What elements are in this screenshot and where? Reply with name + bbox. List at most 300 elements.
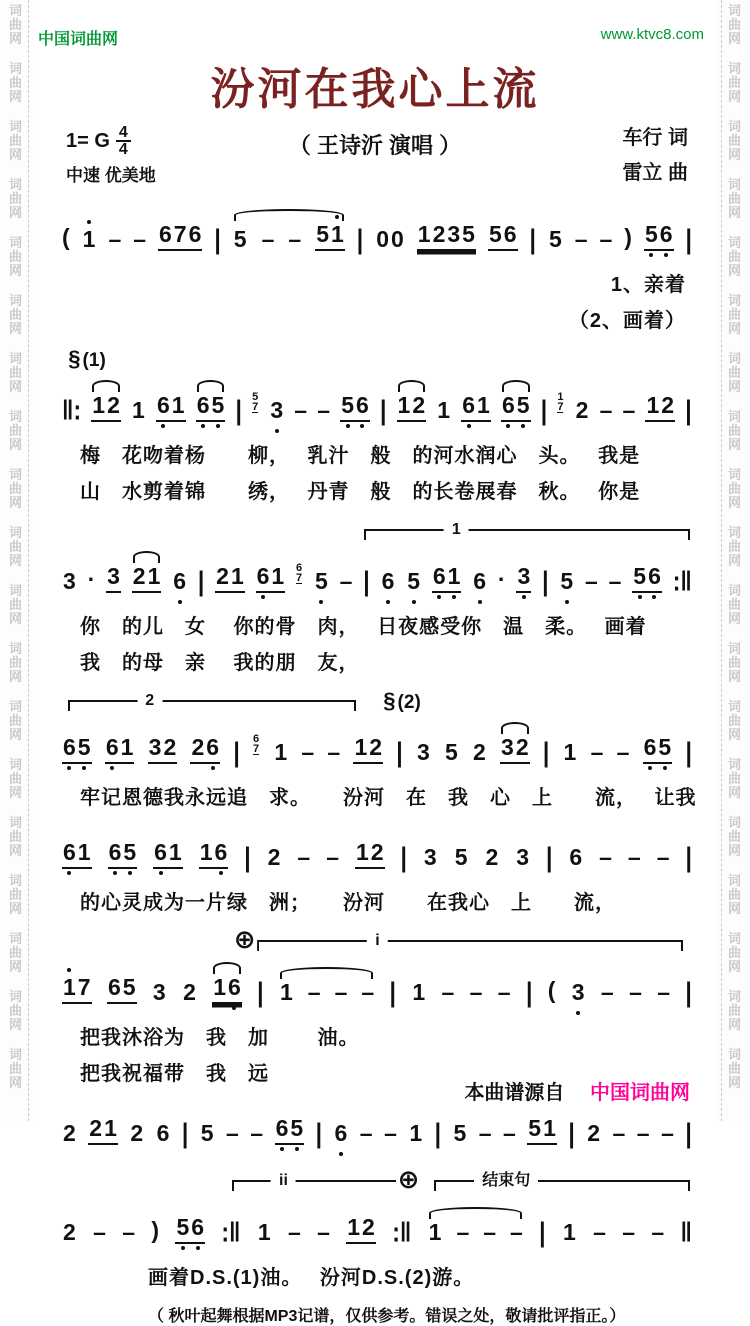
note-token [172,570,187,593]
note-digit: 5 [644,221,658,247]
note-token [408,1122,423,1145]
watermark-char: 曲 [727,249,741,264]
barline: | [568,1117,575,1149]
duration-dash: – [326,844,339,870]
slur-arc [500,736,530,764]
watermark-char: 曲 [8,945,22,960]
note-digit: 1 [428,1219,442,1245]
notation-row [62,376,692,432]
right-watermark-border [721,0,747,1121]
note-digit: 6 [462,392,476,418]
watermark-char: 词 [727,409,741,424]
barline: | [540,394,548,426]
note-digit: 5 [341,392,354,418]
eighth-note-group [340,394,370,422]
note-token [444,741,459,764]
site-name-link[interactable]: 中国词曲网 [38,31,119,48]
end-repeat-barline: :‖ [672,565,692,597]
watermark-char: 网 [727,1017,741,1032]
watermark-char: 曲 [8,713,22,728]
note-digit: 6 [659,221,673,247]
end-repeat-barline: :‖ [221,1216,241,1248]
eighth-note-group [156,394,186,422]
notation-row [62,1099,692,1155]
grace-note-upper: 1 [557,391,564,403]
note-token [62,1122,77,1145]
eighth-note-group [108,841,138,869]
duration-dash: – [503,1120,516,1146]
eighth-note-group [432,565,462,593]
eighth-note-group [644,223,674,251]
note-digit: 0 [390,226,404,252]
watermark-char: 曲 [727,423,741,438]
segno-icon: § [68,346,81,371]
note-digit: 2 [191,734,205,760]
watermark-char: 曲 [8,17,22,32]
eighth-note-group [62,976,92,1004]
grace-note-lower: 7 [557,401,564,413]
note-digit: 1 [417,221,431,247]
note-digit: 5 [233,226,247,252]
watermark-char: 曲 [8,75,22,90]
watermark-char: 曲 [8,597,22,612]
note-token [152,981,167,1004]
duration-dash: – [636,1120,650,1146]
duration-dash: – [469,979,483,1005]
note-digit: 5 [200,1120,214,1146]
watermark-char: 曲 [727,655,741,670]
music-system [62,1099,692,1155]
duration-dash: – [287,1219,301,1245]
note-digit: 1 [104,1115,117,1141]
grace-notes [557,392,563,413]
eighth-note-group [645,394,675,422]
note-digit: 1 [562,1219,576,1245]
note-digit: 6 [188,221,202,247]
lyric-line: 1、亲着 [610,274,686,296]
note-digit: 1 [82,226,96,252]
note-digit: 6 [206,734,220,760]
note-digit: 6 [63,839,76,865]
volta-bracket [68,692,356,711]
duration-dash: – [574,226,588,252]
note-token [562,1221,577,1244]
volta-bracket [232,1172,412,1191]
volta-bracket [434,1172,690,1191]
grace-notes [253,734,259,755]
segno-mark [383,688,420,714]
credits-block [622,121,688,191]
watermark-char: 网 [727,437,741,452]
watermark-char: 词 [8,583,22,598]
watermark-char: 词 [8,61,22,76]
note-digit: 1 [274,739,288,765]
duration-dash: – [627,844,641,870]
watermark-char: 词 [8,351,22,366]
music-system [62,688,697,810]
watermark-char: 网 [727,495,741,510]
note-digit: 3 [423,844,437,870]
watermark-char: 曲 [727,307,741,322]
note-token [200,1122,215,1145]
note-digit: 3 [152,979,166,1005]
footer-credit-prefix: 本曲谱源自 [464,1082,565,1104]
system-marks-row [62,346,692,376]
slur-arc [501,394,531,422]
note-digit: 6 [432,563,446,589]
watermark-char: 词 [8,873,22,888]
note-digit: 3 [107,563,120,589]
watermark-char: 网 [727,553,741,568]
watermark-char: 网 [8,553,22,568]
note-digit: 6 [156,1120,170,1146]
note-token [568,846,583,869]
eighth-note-group [175,1216,205,1244]
watermark-char: 词 [727,351,741,366]
eighth-note-group [158,223,202,251]
note-digit: 6 [105,734,119,760]
watermark-char: 词 [8,757,22,772]
notation-row [62,823,692,879]
watermark-char: 词 [8,293,22,308]
time-signature-numerator: 4 [116,125,131,142]
watermark-char: 曲 [8,655,22,670]
duration-dash: – [656,844,670,870]
note-digit: 1 [646,392,660,418]
duration-dash: – [359,1120,373,1146]
note-digit: 1 [447,563,461,589]
note-digit: 1 [543,1115,556,1141]
end-repeat-barline: :‖ [392,1216,412,1248]
note-digit: 6 [643,734,657,760]
watermark-char: 网 [727,263,741,278]
note-token [267,846,282,869]
barline: | [542,736,550,768]
note-digit: 3 [517,563,531,589]
lyric-line: 的心灵成为一片绿 洲； 汾河 在我心 上 流， [80,892,616,914]
duration-dash: – [616,739,630,765]
barline: | [685,394,692,426]
eighth-note-group [62,841,92,869]
watermark-char: 曲 [727,1003,741,1018]
duration-dash: – [297,844,311,870]
lyricist-credit: 车行 词 [622,127,688,149]
duration-dash: – [483,1219,497,1245]
grace-note-lower: 7 [296,572,303,584]
watermark-char: 词 [727,989,741,1004]
slur-arc [279,981,374,1004]
watermark-char: 网 [8,379,22,394]
watermark-char: 词 [727,757,741,772]
note-digit: 3 [270,397,284,423]
note-digit: 2 [163,734,177,760]
grace-notes [296,563,302,584]
volta-bracket [257,932,683,951]
volta-label: 结束句 [474,1171,538,1191]
music-system [62,517,692,675]
note-token [436,399,451,422]
note-token [233,228,248,251]
watermark-char: 网 [8,843,22,858]
note-digit: 3 [571,979,585,1005]
footer-credit-line [464,1076,690,1105]
volta-label: 2 [137,691,162,711]
system-marks-row [62,517,692,547]
note-token [62,1221,77,1244]
watermark-char: 网 [8,1075,22,1090]
barline: | [529,223,536,255]
duration-dash: – [622,1219,636,1245]
note-digit: 5 [633,563,647,589]
watermark-char: 词 [727,293,741,308]
eighth-note-group [643,736,673,764]
note-digit: 6 [191,1214,205,1240]
note-digit: 1 [279,979,293,1005]
duration-dash: – [456,1219,470,1245]
eighth-note-group [353,736,383,764]
note-digit: 6 [196,392,210,418]
duration-dash: – [294,397,308,423]
note-digit: 5 [123,839,137,865]
duration-dash: – [657,979,671,1005]
score [62,205,697,1290]
watermark-char: 网 [727,959,741,974]
watermark-char: 网 [8,727,22,742]
volta-label: ii [271,1171,296,1191]
barline: | [539,1216,546,1248]
watermark-char: 曲 [8,829,22,844]
barline: | [685,223,692,255]
eighth-note-group [106,565,121,593]
slur-arc [212,976,242,1004]
watermark-char: 网 [727,611,741,626]
segno-label: (1) [82,350,106,371]
watermark-char: 网 [8,901,22,916]
watermark-char: 词 [727,467,741,482]
note-digit: 2 [183,979,196,1005]
note-digit: 1 [63,974,76,1000]
note-digit: 1 [437,397,451,423]
note-digit: 5 [444,739,458,765]
barline: | [244,841,251,873]
watermark-char: 曲 [727,597,741,612]
lyric-line: 把我沐浴为 我 加 油。 [80,1027,360,1049]
duration-dash: – [384,1120,397,1146]
eighth-note-group [105,736,135,764]
system-marks-row [62,688,692,718]
watermark-char: 曲 [8,481,22,496]
watermark-char: 词 [727,931,741,946]
watermark-char: 曲 [8,133,22,148]
note-token [131,399,146,422]
note-token [182,981,197,1004]
barline: | [181,1117,189,1149]
note-digit: 5 [211,392,225,418]
duration-dash: – [622,397,636,423]
barline: | [685,736,692,768]
watermark-char: 曲 [727,1061,741,1076]
eighth-note-group [355,841,385,869]
duration-dash: – [599,226,613,252]
site-url-link[interactable]: www.ktvc8.com [600,26,704,43]
eighth-note-group [397,394,427,422]
note-token [472,570,487,593]
lyric-line: 牢记恩德我永远追 求。 汾河 在 我 心 上 流， 让我 [80,787,697,809]
slur-arc [91,394,121,422]
barline: | [545,841,553,873]
watermark-char: 曲 [8,1003,22,1018]
watermark-char: 词 [727,525,741,540]
note-digit: 3 [63,568,76,594]
watermark-char: 词 [8,3,22,18]
note-token [273,741,288,764]
note-digit: 6 [214,839,228,865]
note-digit: 5 [454,844,468,870]
note-digit: 1 [199,839,213,865]
duration-dash: – [301,739,315,765]
watermark-char: 网 [8,959,22,974]
tempo-marking: 中速 优美地 [66,166,156,185]
note-digit: 5 [488,221,502,247]
grace-note-upper: 6 [252,733,260,745]
watermark-char: 词 [8,989,22,1004]
music-system [62,346,692,504]
sheet-content [34,0,716,1325]
sixteenth-note-group [212,976,242,1004]
note-token [375,228,405,251]
barline: | [214,223,221,255]
watermark-char: 网 [8,1017,22,1032]
duration-dash: – [250,1120,264,1146]
footer-site-name[interactable]: 中国词曲网 [590,1082,690,1104]
duration-dash: – [599,844,612,870]
note-token [334,1122,349,1145]
coda-icon: ⊕ [397,1164,420,1194]
eighth-note-group [88,1117,118,1145]
duration-dash: – [612,1120,626,1146]
watermark-char: 曲 [727,539,741,554]
duration-dash: – [661,1120,674,1146]
grace-note-upper: 5 [252,391,259,403]
note-digit: 6 [108,839,122,865]
watermark-char: 词 [727,3,741,18]
note-digit: 1 [120,734,134,760]
note-digit: 1 [171,392,185,418]
eighth-note-group [196,394,226,422]
segno-label: (2) [397,692,421,713]
eighth-note-group [527,1117,557,1145]
note-digit: 6 [275,1115,289,1141]
eighth-note-group [153,841,183,869]
duration-dash: – [334,979,348,1005]
score-footnote: （ 秋叶起舞根据MP3记谱，仅供参考。错误之处，敬请批评指正。） [148,1308,626,1325]
note-token [156,1122,171,1145]
duration-dash: – [361,979,375,1005]
note-digit: 2 [362,1214,375,1240]
watermark-char: 网 [8,437,22,452]
note-digit: 1 [563,739,577,765]
eighth-note-group [346,1216,376,1244]
note-token [416,741,431,764]
duration-dash: – [599,397,613,423]
note-digit: 2 [370,839,384,865]
watermark-char: 曲 [8,307,22,322]
eighth-note-group [488,223,518,251]
notation-row [62,547,692,603]
final-barline: ‖ [680,1216,692,1248]
eighth-note-group [500,736,530,764]
note-digit: 6 [356,392,369,418]
lyric-line: 画着D.S.(1)油。 汾河D.S.(2)游。 [148,1267,475,1289]
coda-icon: ⊕ [233,924,256,954]
note-digit: 5 [548,226,562,252]
watermark-char: 曲 [727,771,741,786]
music-system [62,823,692,915]
note-token [411,981,426,1004]
watermark-char: 词 [8,119,22,134]
barline: | [389,976,396,1008]
note-token [454,846,469,869]
eighth-note-group [91,394,121,422]
system-marks-row [62,924,692,958]
parenthesis: ) [151,1217,160,1243]
lyric-line: 梅 花吻着杨 柳， 乳汁 般 的河水润心 头。 我是 [80,445,641,467]
duration-dash: – [133,226,147,252]
note-token [453,1122,468,1145]
watermark-char: 曲 [8,771,22,786]
watermark-char: 网 [727,205,741,220]
watermark-char: 曲 [727,75,741,90]
watermark-char: 词 [8,1047,22,1062]
note-digit: 6 [159,221,172,247]
watermark-char: 网 [8,89,22,104]
duration-dash: – [317,1219,330,1245]
watermark-char: 词 [727,699,741,714]
watermark-char: 词 [8,525,22,540]
slur-arc [397,394,427,422]
grace-note-upper: 6 [296,562,303,574]
lyric-line: （2、画着） [568,310,686,332]
watermark-char: 曲 [8,249,22,264]
note-token [314,570,329,593]
eighth-note-group [516,565,531,593]
note-token [586,1122,601,1145]
note-digit: 6 [107,974,121,1000]
watermark-char: 网 [727,669,741,684]
note-digit: 5 [528,1115,542,1141]
system-marks-row [62,1164,692,1198]
duration-dash: – [288,226,302,252]
duration-dash: – [108,226,122,252]
duration-dash: – [478,1120,492,1146]
note-digit: 1 [397,392,411,418]
note-digit: 2 [267,844,281,870]
watermark-char: 网 [727,843,741,858]
duration-dash: – [261,226,275,252]
note-digit: 6 [648,563,661,589]
duration-dash: – [585,568,598,594]
slur-arc [196,394,226,422]
note-token [428,1221,443,1244]
eighth-note-group [632,565,662,593]
duration-dash: – [497,979,511,1005]
watermark-char: 曲 [8,191,22,206]
duration-dash: – [307,979,321,1005]
duration-dash: – [93,1219,106,1245]
note-digit: 2 [132,563,146,589]
key-signature-text: 1= G [66,129,110,152]
duration-dash: – [608,568,622,594]
